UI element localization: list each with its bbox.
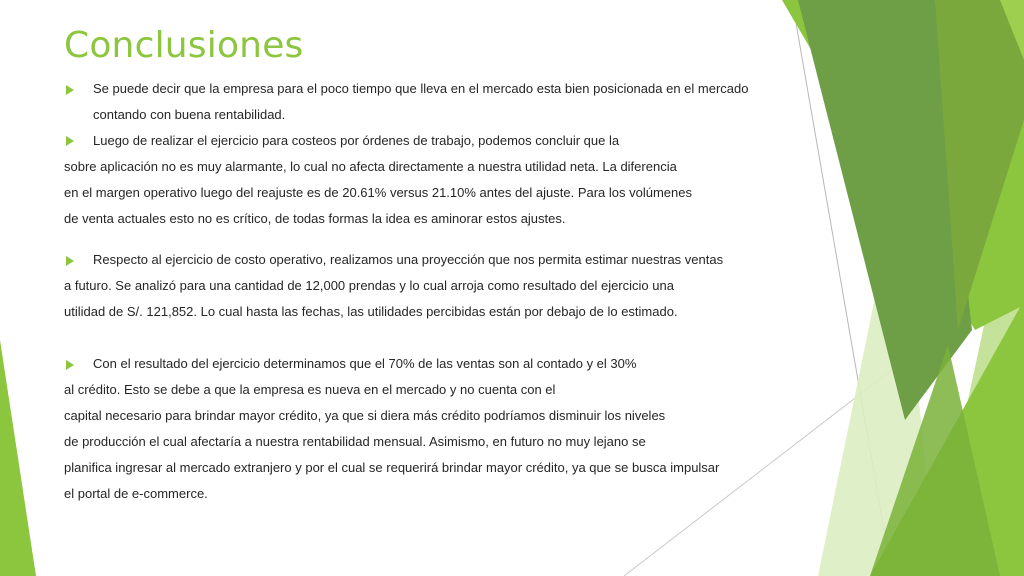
paragraph-line: el portal de e-commerce. <box>64 486 208 501</box>
paragraph-line: Se puede decir que la empresa para el poco tiempo que lleva en el mercado esta bien posicionada en el mercado <box>93 81 749 96</box>
paragraph-line: a futuro. Se analizó para una cantidad de 12,000 prendas y lo cual arroja como resultado del ejercicio una <box>64 278 674 293</box>
paragraph-line: sobre aplicación no es muy alarmante, lo cual no afecta directamente a nuestra utilidad neta. La diferencia <box>64 159 677 174</box>
paragraph-line: Respecto al ejercicio de costo operativo, realizamos una proyección que nos permita estimar nuestras ventas <box>93 252 724 267</box>
paragraph-line: Con el resultado del ejercicio determinamos que el 70% de las ventas son al contado y el 30% <box>93 356 637 371</box>
paragraph-line: utilidad de S/. 121,852. Lo cual hasta las fechas, las utilidades percibidas están por debajo de lo estimado. <box>64 304 678 319</box>
paragraph-line: Luego de realizar el ejercicio para costeos por órdenes de trabajo, podemos concluir que la <box>93 133 620 148</box>
paragraph-line: de venta actuales esto no es crítico, de todas formas la idea es aminorar estos ajustes. <box>64 211 566 226</box>
slide-body <box>64 0 764 576</box>
paragraph-line: planifica ingresar al mercado extranjero y por el cual se requerirá brindar mayor crédito, ya que se busca impulsar <box>64 460 720 475</box>
conclusion-paragraph <box>64 76 754 128</box>
paragraph-line: en el margen operativo luego del reajuste es de 20.61% versus 21.10% antes del ajuste. Para los volúmenes <box>64 185 692 200</box>
paragraph-line: de producción el cual afectaría a nuestra rentabilidad mensual. Asimismo, en futuro no muy lejano se <box>64 434 646 449</box>
slide-title: Conclusiones <box>64 25 304 66</box>
conclusion-paragraph <box>64 128 754 232</box>
conclusion-paragraph <box>64 351 754 507</box>
paragraph-line: contando con buena rentabilidad. <box>93 107 286 122</box>
left-green-triangle <box>0 340 36 576</box>
paragraph-line: al crédito. Esto se debe a que la empresa es nueva en el mercado y no cuenta con el <box>64 382 556 397</box>
conclusion-paragraph <box>64 247 754 325</box>
paragraph-line: capital necesario para brindar mayor crédito, ya que si diera más crédito podríamos disminuir los niveles <box>64 408 666 423</box>
